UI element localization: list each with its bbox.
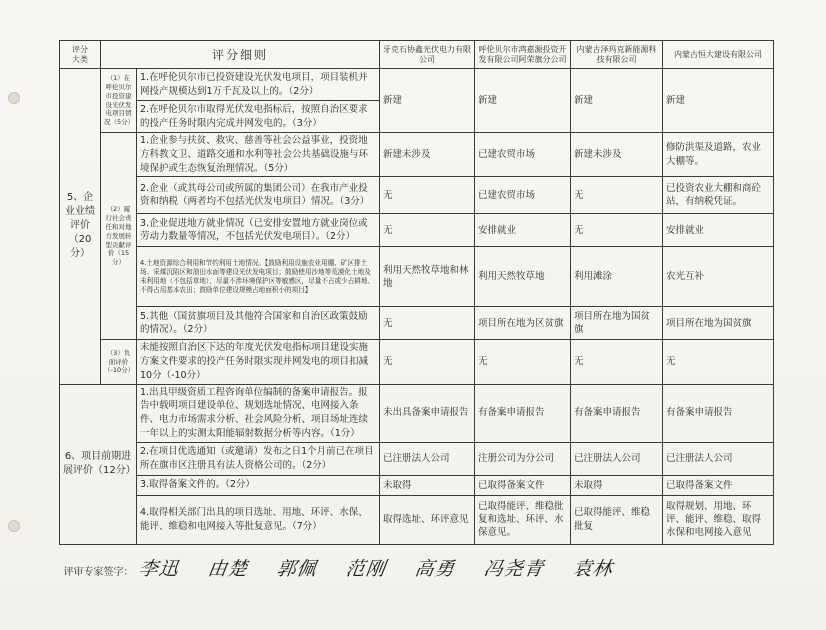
table-row: [60, 442, 774, 475]
score-value: 无: [380, 214, 475, 247]
signature: 高勇: [413, 557, 457, 580]
score-value: 无: [663, 340, 774, 384]
score-value: 无: [380, 340, 475, 384]
score-value: 已建农贸市场: [475, 177, 571, 214]
table-row: [60, 247, 774, 307]
score-value: 无: [380, 177, 475, 214]
score-value: 新建: [475, 69, 571, 133]
criterion-detail: 1.在呼伦贝尔市已投资建设光伏发电项目，项目装机并网投产规模达到1万千瓦及以上的。（2分）: [137, 69, 380, 101]
score-value: 新建: [571, 69, 663, 133]
header-company-3: 内蒙古泽玛克新能源科技有限公司: [571, 41, 663, 69]
header-company-2: 呼伦贝尔市鸿嘉源投资开发有限公司阿荣旗分公司: [475, 41, 571, 69]
score-value: 无: [571, 340, 663, 384]
score-value: 已建农贸市场: [475, 133, 571, 177]
criterion-detail: 5.其他（国贫旗项目及其他符合国家和自治区政策鼓励的情况）。（2分）: [137, 307, 380, 340]
score-value: 新建未涉及: [571, 133, 663, 177]
table-row: [60, 307, 774, 340]
table-row: [60, 177, 774, 214]
signature: 范刚: [344, 557, 388, 580]
score-value: 农光互补: [663, 247, 774, 307]
criterion-detail: 未能按照自治区下达的年度光伏发电指标项目建设实施方案文件要求的投产任务时限实现并网发电的项目扣减10分（-10分）: [137, 340, 380, 384]
score-value: 新建未涉及: [380, 133, 475, 177]
criterion-detail: 3.企业促进地方就业情况（已安排安置地方就业岗位或劳动力数量等情况，不包括光伏发电项目）。（2分）: [137, 214, 380, 247]
header-detail: 评分细则: [101, 41, 380, 69]
score-value: 利用天然牧草地: [475, 247, 571, 307]
score-value: 已取得备案文件: [475, 475, 571, 495]
criterion-detail: 2.企业（或其母公司或所属的集团公司）在我市产业投资和纳税（两者均不包括光伏发电项目）情况。（3分）: [137, 177, 380, 214]
score-value: 已投资农业大棚和商砼站，有纳税凭证。: [663, 177, 774, 214]
score-value: 修防洪渠及道路，农业大棚等。: [663, 133, 774, 177]
signature: 袁林: [571, 557, 615, 580]
score-value: 已注册法人公司: [380, 442, 475, 475]
signature: 由楚: [205, 557, 250, 580]
score-value: 未出具备案申请报告: [380, 384, 475, 442]
score-value: 无: [571, 214, 663, 247]
score-value: 已注册法人公司: [663, 442, 774, 475]
criterion-detail: 3.取得备案文件的。（2分）: [137, 475, 380, 495]
header-category: 评分 大类: [60, 41, 101, 69]
score-value: 项目所在地为区贫旗: [475, 307, 571, 340]
score-value: 项目所在地为国贫旗: [663, 307, 774, 340]
score-value: 利用天然牧草地和林地: [380, 247, 475, 307]
score-value: 未取得: [571, 475, 663, 495]
table-row: [60, 475, 774, 495]
punch-hole: [8, 92, 20, 104]
header-company-1: 牙克石协鑫光伏电力有限公司: [380, 41, 475, 69]
criterion-detail: 1.企业参与扶贫、救灾、慈善等社会公益事业，投资地方科教文卫、道路交通和水利等社会公共基础设施与环境保护或生态恢复治理情况。（5分）: [137, 133, 380, 177]
signature: 李迅: [136, 557, 180, 580]
table-row: [60, 340, 774, 384]
criterion-detail: 4.取得相关部门出具的项目选址、用地、环评、水保、能评、维稳和电网接入等批复意见。（7分）: [137, 495, 380, 544]
subcategory-social-responsibility: （2）履行社会责任和对地方发展转型贡献评价（15分）: [101, 133, 137, 340]
score-value: 有备案申请报告: [663, 384, 774, 442]
score-value: 安排就业: [663, 214, 774, 247]
subcategory-negative-evaluation: （3）负面评价（-10分）: [101, 340, 137, 384]
score-value: 未取得: [380, 475, 475, 495]
criterion-detail: 2.在项目优选通知（或邀请）发布之日1个月前已在项目所在旗市区注册具有法人资格公司的。（2分）: [137, 442, 380, 475]
signature: 郭佩: [274, 557, 319, 580]
table-row: [60, 384, 774, 442]
table-row: [60, 495, 774, 544]
criterion-detail: 4.土地资源综合利用和节约利用土地情况。【鼓励利用设施农业用棚、矿区排土场、采煤沉陷区和油田水面等建设光伏发电项目；鼓励使用沙地等荒漠化土地及未利用地（不包括草地），尽量不涉环境保护区等敏感区，尽量不占或少占耕地、不得占用基本农田；鼓励单位建设规模占地面积小的项目】: [137, 247, 380, 307]
table-row: [60, 214, 774, 247]
criterion-detail: 1.出具甲级资质工程咨询单位编制的备案申请报告。报告中载明项目建设单位、规划选址情况、电网接入条件、电力市场需求分析、社会风险分析、项目场址连续一年以上的实测太阳能辐射数据分析等内容。（1分）: [137, 384, 380, 442]
score-value: 无: [571, 177, 663, 214]
score-value: 已注册法人公司: [571, 442, 663, 475]
signature-label: 评审专家签字：: [63, 566, 134, 578]
score-value: 注册公司为分公司: [475, 442, 571, 475]
score-value: 无: [380, 307, 475, 340]
score-value: 有备案申请报告: [475, 384, 571, 442]
punch-hole: [8, 520, 20, 532]
score-value: 取得规划、用地、环评、能评、维稳、取得水保和电网接入意见: [663, 495, 774, 544]
criterion-detail: 2.在呼伦贝尔市取得光伏发电指标后，按照自治区要求的投产任务时限内完成并网发电的。（3分）: [137, 101, 380, 133]
score-value: 已取得能评、维稳批复和选址、环评、水保意见。: [475, 495, 571, 544]
header-company-4: 内蒙古恒大建设有限公司: [663, 41, 774, 69]
score-value: 新建: [380, 69, 475, 133]
category-enterprise-performance: 5、企业业绩评价（20分）: [60, 69, 101, 385]
signature-row: [60, 544, 774, 590]
scoring-table: [59, 40, 774, 590]
header-row: [60, 41, 774, 69]
score-value: 取得选址、环评意见: [380, 495, 475, 544]
score-value: 已取得备案文件: [663, 475, 774, 495]
score-value: 新建: [663, 69, 774, 133]
expert-signatures: [136, 557, 635, 580]
category-project-progress: 6、项目前期进展评价（12分）: [60, 384, 137, 544]
subcategory-project-construction: （1）在呼伦贝尔市投资建设光伏发电项目情况（5分）: [101, 69, 137, 133]
score-value: 已取得能评、维稳批复: [571, 495, 663, 544]
signature: 冯尧青: [482, 557, 546, 580]
score-value: 无: [475, 340, 571, 384]
score-value: 有备案申请报告: [571, 384, 663, 442]
score-value: 安排就业: [475, 214, 571, 247]
table-row: [60, 69, 774, 101]
score-value: 利用滩涂: [571, 247, 663, 307]
score-value: 项目所在地为国贫旗: [571, 307, 663, 340]
table-row: [60, 133, 774, 177]
signature-cell: [60, 544, 774, 590]
